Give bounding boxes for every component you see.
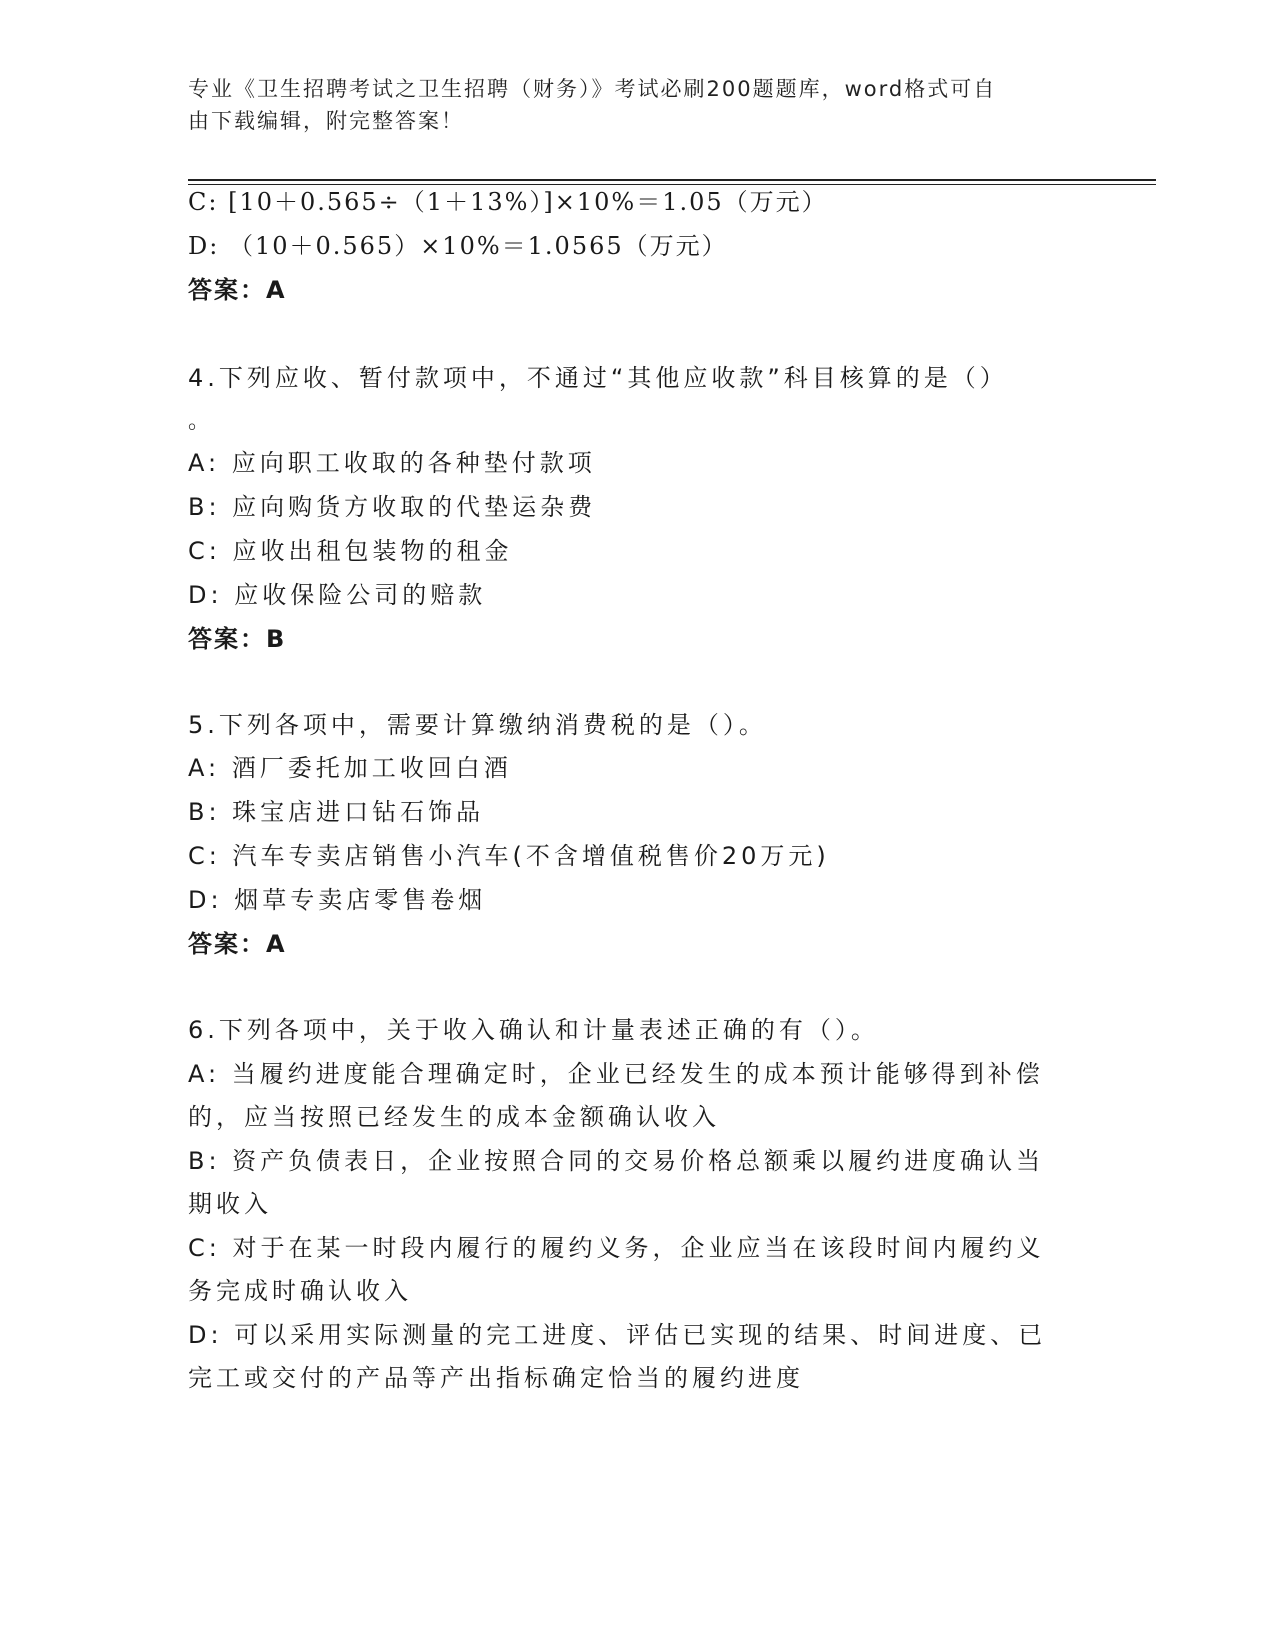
q6-stem: 6.下列各项中，关于收入确认和计量表述正确的有（）。 bbox=[188, 1016, 879, 1044]
q5-stem: 5.下列各项中，需要计算缴纳消费税的是（）。 bbox=[188, 711, 767, 739]
q3-option-c: C: [10＋0.565÷（1＋13%）]×10%＝1.05（万元） bbox=[188, 188, 828, 216]
q6-option-a-line-2: 的，应当按照已经发生的成本金额确认收入 bbox=[188, 1103, 720, 1131]
q4-option-d: D: 应收保险公司的赔款 bbox=[188, 581, 487, 609]
q5-option-c: C: 汽车专卖店销售小汽车(不含增值税售价20万元) bbox=[188, 842, 830, 870]
header-divider-thick bbox=[188, 179, 1156, 181]
q6-option-c-line-1: C: 对于在某一时段内履行的履约义务，企业应当在该段时间内履约义 bbox=[188, 1234, 1045, 1262]
q4-option-b: B: 应向购货方收取的代垫运杂费 bbox=[188, 493, 597, 521]
q6-option-b-line-2: 期收入 bbox=[188, 1190, 272, 1218]
q6-option-d-line-1: D: 可以采用实际测量的完工进度、评估已实现的结果、时间进度、已 bbox=[188, 1321, 1047, 1349]
header-title-line-1: 专业《卫生招聘考试之卫生招聘（财务）》考试必刷200题题库，word格式可自 bbox=[188, 77, 997, 101]
q3-option-d: D: （10＋0.565）×10%＝1.0565（万元） bbox=[188, 232, 728, 260]
q6-option-a-line-1: A: 当履约进度能合理确定时，企业已经发生的成本预计能够得到补偿 bbox=[188, 1060, 1044, 1088]
q5-answer: 答案：A bbox=[188, 930, 287, 958]
q4-answer: 答案：B bbox=[188, 625, 287, 653]
q6-option-b-line-1: B: 资产负债表日，企业按照合同的交易价格总额乘以履约进度确认当 bbox=[188, 1147, 1045, 1175]
q3-answer: 答案：A bbox=[188, 276, 287, 304]
q4-option-c: C: 应收出租包装物的租金 bbox=[188, 537, 513, 565]
q6-option-d-line-2: 完工或交付的产品等产出指标确定恰当的履约进度 bbox=[188, 1364, 804, 1392]
document-header bbox=[188, 73, 1068, 137]
q5-option-b: B: 珠宝店进口钻石饰品 bbox=[188, 798, 485, 826]
q4-stem-line-1: 4.下列应收、暂付款项中，不通过“其他应收款”科目核算的是（） bbox=[188, 364, 1008, 392]
q4-option-a: A: 应向职工收取的各种垫付款项 bbox=[188, 449, 596, 477]
q5-option-a: A: 酒厂委托加工收回白酒 bbox=[188, 754, 512, 782]
header-title-line-2: 由下载编辑，附完整答案！ bbox=[188, 109, 464, 133]
q5-option-d: D: 烟草专卖店零售卷烟 bbox=[188, 886, 487, 914]
header-divider-thin bbox=[188, 184, 1156, 185]
q4-stem-line-2: 。 bbox=[188, 409, 215, 434]
q6-option-c-line-2: 务完成时确认收入 bbox=[188, 1277, 412, 1305]
